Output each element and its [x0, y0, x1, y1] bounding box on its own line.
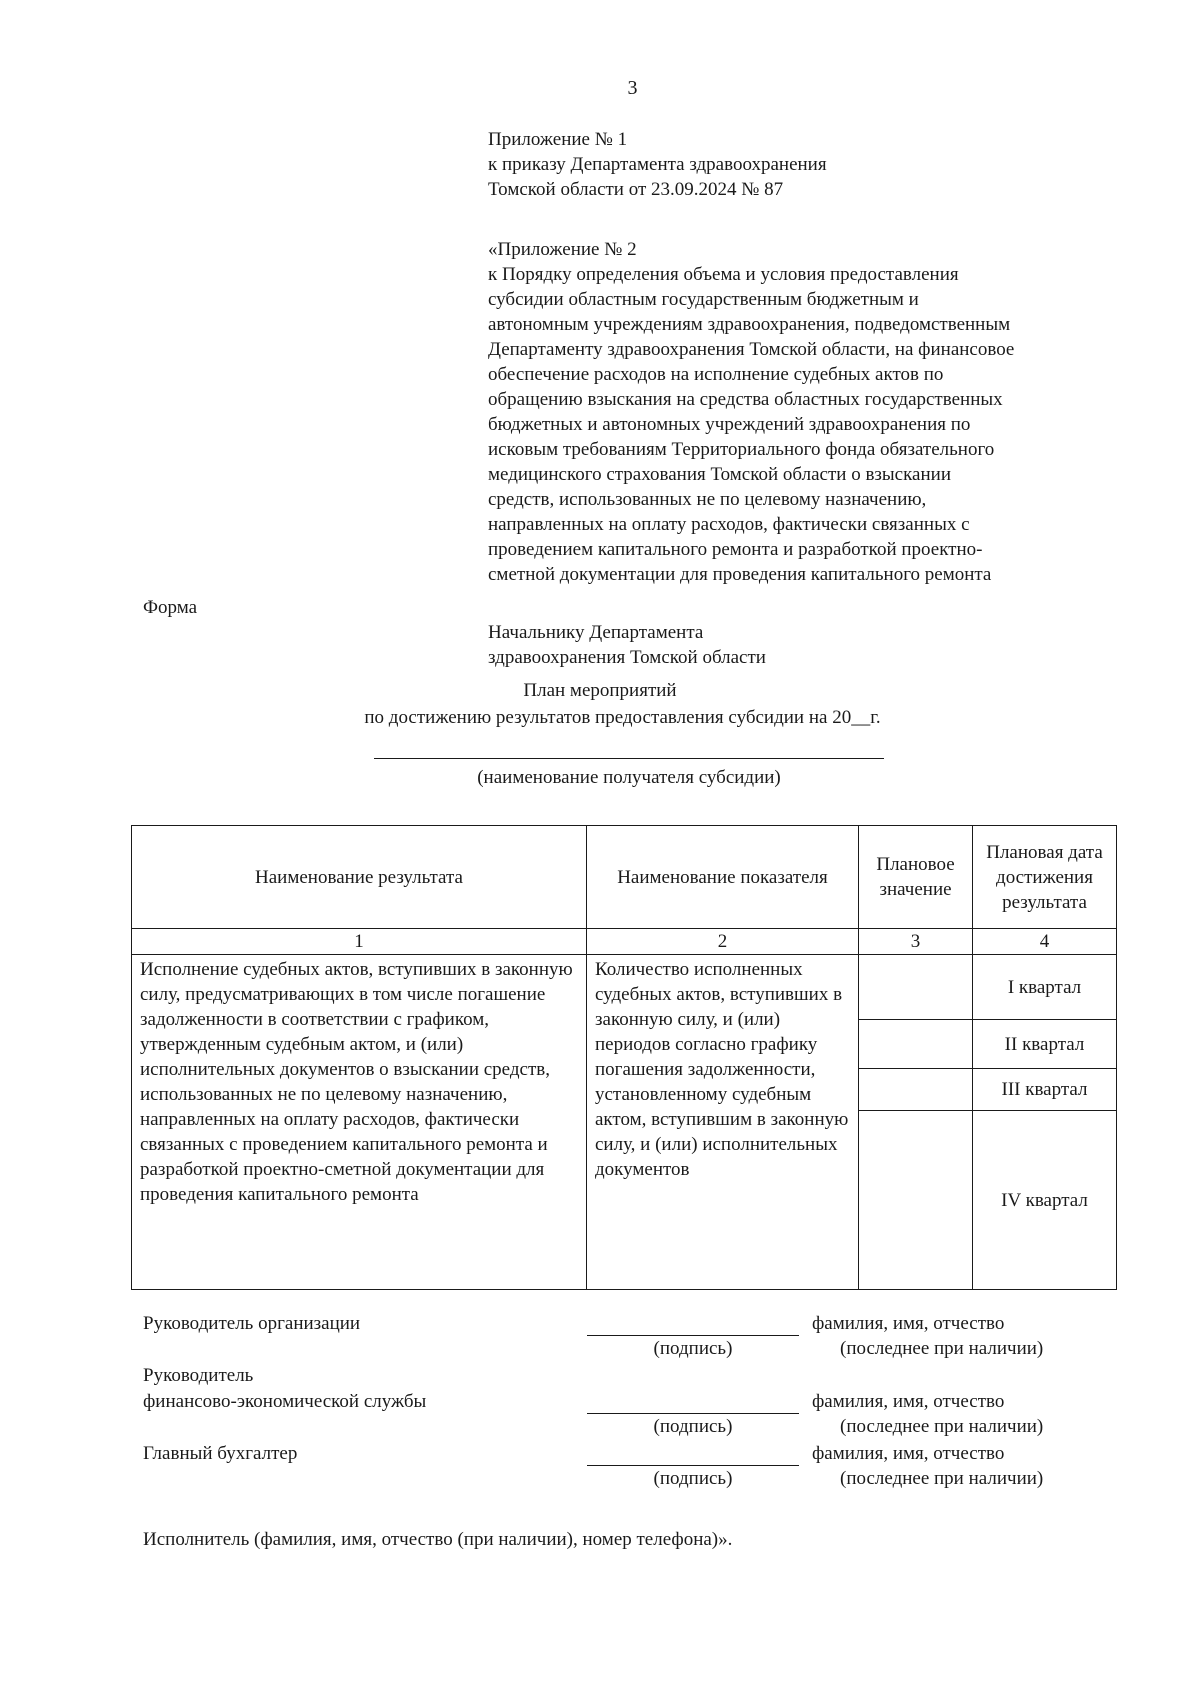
fio-label: фамилия, имя, отчество: [812, 1313, 1005, 1334]
header-result-name: Наименование результата: [132, 826, 587, 929]
signature-caption: (подпись): [653, 1468, 733, 1489]
column-number: 3: [859, 929, 973, 955]
appendix-2-line: средств, использованных не по целевому назначению,: [488, 489, 927, 510]
appendix-2-line: к Порядку определения объема и условия предоставления: [488, 264, 959, 285]
signature-label-director: Руководитель организации: [143, 1313, 361, 1334]
planned-value-cell[interactable]: [859, 1069, 973, 1111]
fio-label: фамилия, имя, отчество: [812, 1391, 1005, 1412]
plan-title: План мероприятий: [523, 680, 677, 701]
column-number: 2: [587, 929, 859, 955]
column-number: 4: [973, 929, 1117, 955]
appendix-2-line: исковым требованиям Территориального фонда обязательного: [488, 439, 995, 460]
column-number: 1: [132, 929, 587, 955]
appendix-1-header: [488, 127, 827, 202]
form-label: Форма: [143, 597, 198, 618]
signature-caption: (подпись): [653, 1416, 733, 1437]
appendix-2-line: бюджетных и автономных учреждений здравоохранения по: [488, 414, 971, 435]
fio-label: фамилия, имя, отчество: [812, 1443, 1005, 1464]
result-description: Исполнение судебных актов, вступивших в законную силу, предусматривающих в том числе погашение задолженности в соответствии с графиком, утвержденным судебным актом, и (или) исполнительных документов о взыскании средств, использованных не по целевому назначению, направленных на оплату расходов, фактически связанных с проведением капитального ремонта и разработкой проектно-сметной документации для проведения капитального ремонта: [132, 955, 587, 1290]
appendix-2-line: проведением капитального ремонта и разработкой проектно-: [488, 539, 983, 560]
quarter-cell: III квартал: [973, 1069, 1117, 1111]
appendix-1-line: Томской области от 23.09.2024 № 87: [488, 179, 784, 200]
appendix-2-line: сметной документации для проведения капитального ремонта: [488, 564, 992, 585]
quarter-cell: I квартал: [973, 955, 1117, 1020]
appendix-1-line: к приказу Департамента здравоохранения: [488, 154, 827, 175]
appendix-1-line: Приложение № 1: [488, 129, 628, 150]
fio-note: (последнее при наличии): [840, 1416, 1044, 1437]
appendix-2-line: автономным учреждениям здравоохранения, подведомственным: [488, 314, 1011, 335]
appendix-2-line: направленных на оплату расходов, фактически связанных с: [488, 514, 970, 535]
appendix-2-line: обеспечение расходов на исполнение судебных актов по: [488, 364, 944, 385]
plan-table: [131, 825, 1117, 1290]
appendix-2-line: обращению взыскания на средства областных государственных: [488, 389, 1003, 410]
quarter-cell: II квартал: [973, 1020, 1117, 1069]
plan-subtitle: по достижению результатов предоставления субсидии на 20__г.: [364, 707, 881, 728]
planned-value-cell[interactable]: [859, 1111, 973, 1290]
appendix-2-line: Департаменту здравоохранения Томской области, на финансовое: [488, 339, 1015, 360]
table-header-row: [132, 826, 1117, 929]
appendix-2-line: субсидии областным государственным бюджетным и: [488, 289, 919, 310]
appendix-2-line: «Приложение № 2: [488, 239, 637, 260]
addressee-line-1: Начальнику Департамента: [488, 622, 704, 643]
addressee-line-2: здравоохранения Томской области: [488, 647, 766, 668]
signature-label-finance-head: Руководитель: [143, 1365, 254, 1386]
executor-line: Исполнитель (фамилия, имя, отчество (при наличии), номер телефона)».: [143, 1529, 733, 1550]
appendix-2-line: медицинского страхования Томской области о взыскании: [488, 464, 951, 485]
signature-label-chief-accountant: Главный бухгалтер: [143, 1443, 298, 1464]
indicator-description: Количество исполненных судебных актов, вступивших в законную силу, и (или) периодов согласно графику погашения задолженности, установленному судебным актом, вступившим в законную силу, и (или) исполнительных документов: [587, 955, 859, 1290]
signature-label-finance-service: финансово-экономической службы: [143, 1391, 427, 1412]
fio-note: (последнее при наличии): [840, 1338, 1044, 1359]
appendix-2-header: [488, 237, 1014, 587]
signature-caption: (подпись): [653, 1338, 733, 1359]
planned-value-cell[interactable]: [859, 955, 973, 1020]
quarter-cell: IV квартал: [973, 1111, 1117, 1290]
addressee: [488, 620, 766, 670]
recipient-caption: (наименование получателя субсидии): [477, 767, 781, 788]
recipient-name-line: [374, 758, 884, 759]
header-planned-value: Плановое значение: [859, 826, 973, 929]
header-indicator-name: Наименование показателя: [587, 826, 859, 929]
page-number: 3: [627, 77, 638, 99]
table-column-numbers-row: [132, 929, 1117, 955]
fio-note: (последнее при наличии): [840, 1468, 1044, 1489]
planned-value-cell[interactable]: [859, 1020, 973, 1069]
header-planned-date: Плановая дата достижения результата: [973, 826, 1117, 929]
table-row: [132, 955, 1117, 1020]
